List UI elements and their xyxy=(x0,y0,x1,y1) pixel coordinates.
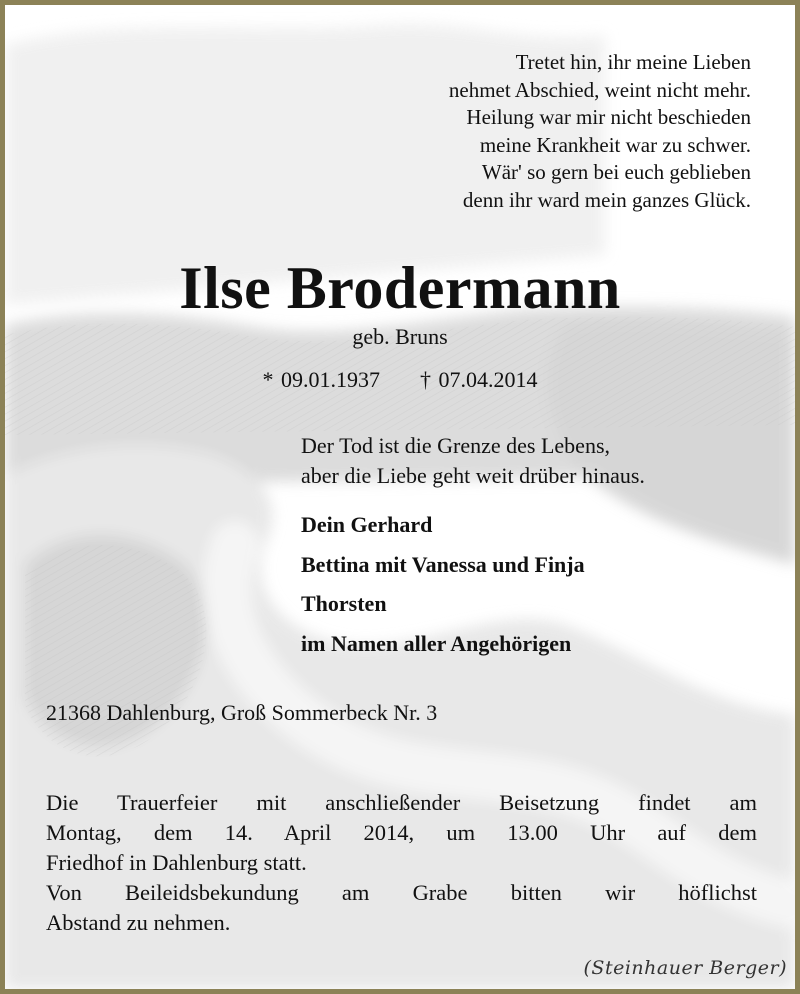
family-address: 21368 Dahlenburg, Groß Sommerbeck Nr. 3 xyxy=(46,700,438,725)
poem-line: denn ihr ward mein ganzes Glück. xyxy=(462,187,751,212)
poem-line: nehmet Abschied, weint nicht mehr. xyxy=(448,77,751,102)
funeral-line: Montag, dem 14. April 2014, um 13.00 Uhr auf dem xyxy=(46,820,757,845)
mourner-line: Thorsten xyxy=(301,591,387,616)
poem-line: Tretet hin, ihr meine Lieben xyxy=(515,50,751,74)
mourners-list xyxy=(301,505,781,663)
funeral-line: Abstand zu nehmen. xyxy=(46,910,231,935)
poem-line: Wär' so gern bei euch geblieben xyxy=(481,160,751,185)
funeral-line: Von Beileidsbekundung am Grabe bitten wir höflichst xyxy=(46,880,757,905)
quote-line: Der Tod ist die Grenze des Lebens, xyxy=(301,433,611,458)
quote-line: aber die Liebe geht weit drüber hinaus. xyxy=(301,463,645,488)
life-dates xyxy=(5,365,795,395)
memorial-quote xyxy=(301,431,771,491)
stonemason-signature: (Steinhauer Berger) xyxy=(583,957,787,979)
funeral-information xyxy=(46,788,757,938)
poem-line: Heilung war mir nicht beschieden xyxy=(466,105,751,130)
birth-name: geb. Bruns xyxy=(352,324,448,349)
mourner-line: Bettina mit Vanessa und Finja xyxy=(301,551,585,577)
funeral-line: Friedhof in Dahlenburg statt. xyxy=(46,850,307,875)
farewell-poem xyxy=(331,49,751,215)
death-date: † 07.04.2014 xyxy=(420,367,538,392)
funeral-line: Die Trauerfeier mit anschließender Beisetzung findet am xyxy=(46,790,757,815)
deceased-name: Ilse Brodermann xyxy=(179,255,621,321)
mourner-line: im Namen aller Angehörigen xyxy=(301,630,572,656)
mourner-line: Dein Gerhard xyxy=(301,512,433,537)
birth-date: * 09.01.1937 xyxy=(262,367,380,392)
poem-line: meine Krankheit war zu schwer. xyxy=(479,132,751,157)
